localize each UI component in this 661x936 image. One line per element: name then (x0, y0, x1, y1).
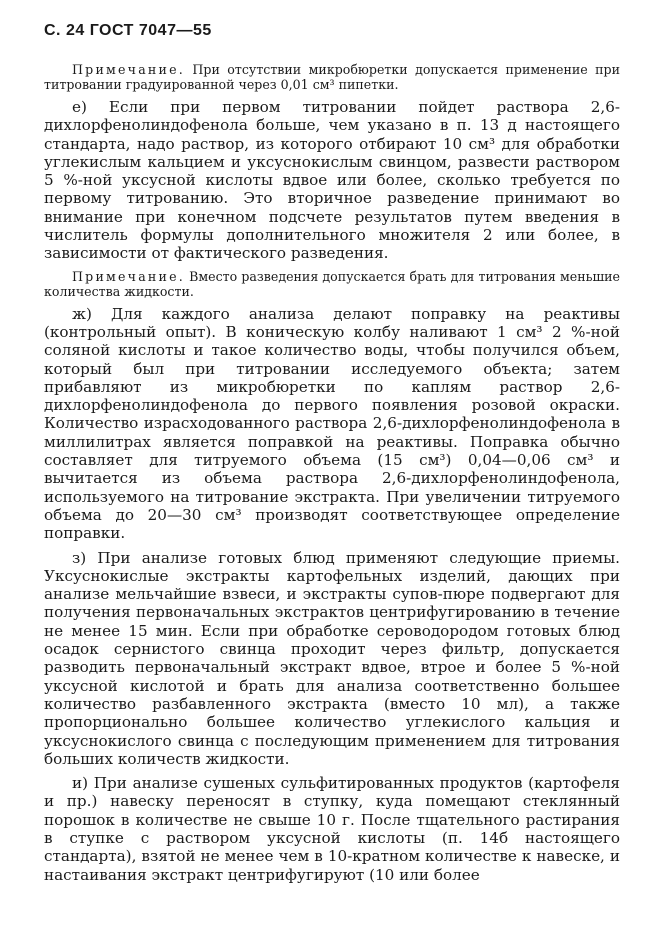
note-text: Вместо разведения допускается брать для титрования меньшие количества жидкости. (44, 268, 620, 299)
paragraph-i: и) При анализе сушеных сульфитированных продуктов (картофеля и пр.) навеску переносят в ступку, куда помещают стеклянный порошок в количестве не свыше 10 г. После тщательного растирания в ступке с раствором уксусной кислоты (п. 14б настоящего стандарта), взятой не менее чем в 10-кратном количестве к навеске, и настаивания экстракт центрифугируют (10 или более (44, 774, 620, 884)
paragraph-zh: ж) Для каждого анализа делают поправку на реактивы (контрольный опыт). В коническую колбу наливают 1 см³ 2 %-ной соляной кислоты и такое количество воды, чтобы получился объем, который был при титровании исследуемого объекта; затем прибавляют из микробюретки по каплям раствор 2,6-дихлорфенолиндофенола до первого появления розовой окраски. Количество израсходованного раствора 2,6-дихлорфенолиндофенола в миллилитрах является поправкой на реактивы. Поправка обычно составляет для титруемого объема (15 см³) 0,04—0,06 см³ и вычитается из объема раствора 2,6-дихлорфенолиндофенола, используемого на титрование экстракта. При увеличении титруемого объема до 20—30 см³ производят соответствующее определение поправки. (44, 304, 620, 543)
note-text: При отсутствии микробюретки допускается применение при титровании градуированной через 0,01 см³ пипетки. (44, 62, 620, 92)
page-header: С. 24 ГОСТ 7047—55 (44, 22, 212, 39)
note-microburette (44, 62, 620, 92)
note-dilution (44, 269, 620, 299)
paragraph-e: е) Если при первом титровании пойдет раствора 2,6-дихлорфенолиндофенола больше, чем указано в п. 13 д настоящего стандарта, надо раствор, из которого отбирают 10 см³ для обработки углекислым кальцием и уксуснокислым свинцом, развести раствором 5 %-ной уксусной кислоты вдвое или более, сколько требуется по первому титрованию. Это вторичное разведение принимают во внимание при конечном подсчете результатов путем введения в числитель формулы дополнительного множителя 2 или более, в зависимости от фактического разведения. (44, 98, 620, 263)
document-page (44, 22, 620, 890)
note-label: Примечание. (72, 62, 185, 77)
paragraph-z: з) При анализе готовых блюд применяют следующие приемы. Уксуснокислые экстракты картофельных изделий, дающих при анализе мельчайшие взвеси, и экстракты супов-пюре подвергают для получения первоначальных экстрактов центрифугированию в течение не менее 15 мин. Если при обработке сероводородом готовых блюд осадок сернистого свинца проходит через фильтр, допускается разводить первоначальный экстракт вдвое, втрое и более 5 %-ной уксусной кислотой и брать для анализа соответственно большее количество разбавленного экстракта (вместо 10 мл), а также пропорционально большее количество углекислого кальция и уксуснокислого свинца с последующим применением для титрования больших количеств жидкости. (44, 548, 620, 768)
note-label: Примечание. (72, 268, 185, 284)
